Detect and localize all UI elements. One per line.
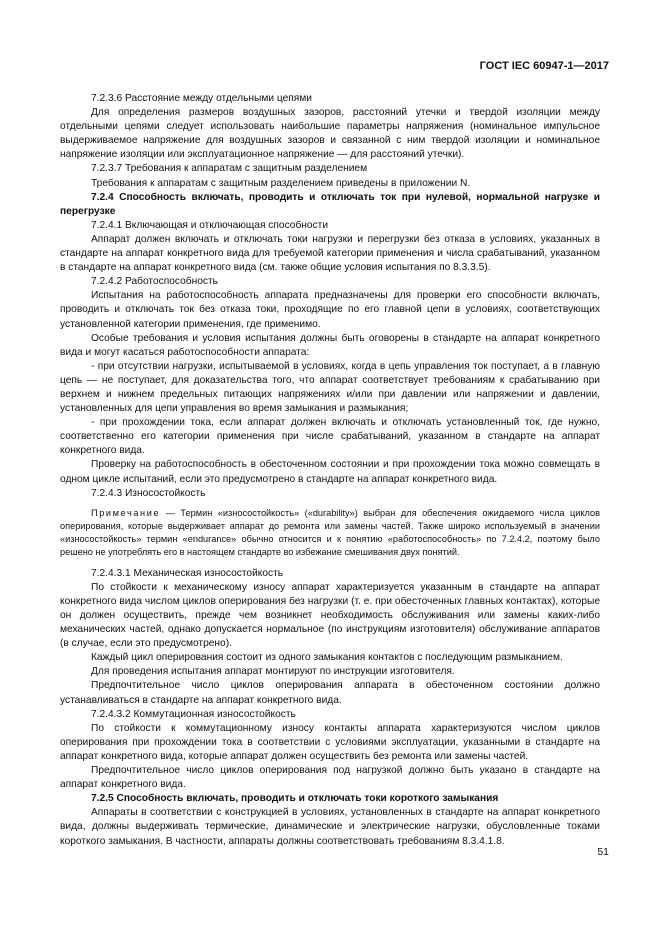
note-text: — Термин «износостойкость» («durability») выбран для обеспечения ожидаемого числа циклов оперирования, которые выдерживает аппарат до ремонта или замены частей. Также широко используемый в значении «износостойкость» термин «endurance» обычно относится и к понятию «работоспособность» по 7.2.4.2, поэтому было решено не употреблять его в настоящем стандарте во избежание смешивания двух понятий. — [60, 507, 600, 557]
section-heading: 7.2.4.1 Включающая и отключающая способности — [91, 219, 329, 231]
paragraph: Предпочтительное число циклов оперирования под нагрузкой должно быть указано в стандарте на аппарат конкретного вида. — [60, 765, 600, 791]
section-heading: 7.2.4.3.2 Коммутационная износостойкость — [91, 708, 296, 720]
section-heading-bold: 7.2.5 Способность включать, проводить и отключать токи короткого замыкания — [91, 793, 499, 805]
section-heading: 7.2.3.7 Требования к аппаратам с защитным разделением — [91, 163, 368, 175]
paragraph: По стойкости к механическому износу аппарат характеризуется указанным в стандарте на аппарат конкретного вида числом циклов оперирования без нагрузки (т. е. при обесточенных главных контактах), которые он должен осуществить, прежде чем возникнет необходимость обслуживания или замены каких-либо механических частей, однако допускается нормальное (по инструкциям изготовителя) обслуживание аппаратов (в случае, если это предусмотрено). — [60, 581, 600, 650]
list-item: - при отсутствии нагрузки, испытываемой в условиях, когда в цепь управления ток поступает, а в главную цепь — не поступает, для доказательства того, что аппарат соответствует требованиям к срабатыванию при верхнем и нижнем предельных питающих напряжениях и/или при давлении или напряжении и давлении, установленных для цепи управления во время замыкания и размыкания; — [60, 360, 600, 415]
paragraph: Требования к аппаратам с защитным разделением приведены в приложении N. — [91, 177, 471, 189]
paragraph: Предпочтительное число циклов оперирования аппарата в обесточенном состоянии должно устанавливаться в стандарте на аппарат конкретного вида. — [60, 680, 600, 706]
section-heading: 7.2.4.2 Работоспособность — [91, 276, 218, 288]
paragraph: Испытания на работоспособность аппарата предназначены для проверки его способности включать, проводить и отключать ток без отказа токи, проходящие по его главной цепи в условиях, соответствующих установленной категории применения, где применимо. — [60, 290, 600, 330]
document-header: ГОСТ IEC 60947-1—2017 — [479, 60, 609, 72]
section-heading: 7.2.3.6 Расстояние между отдельными цепями — [91, 93, 312, 104]
section-heading: 7.2.4.3.1 Механическая износостойкость — [91, 567, 284, 579]
section-heading-bold: 7.2.4 Способность включать, проводить и отключать ток при нулевой, нормальной нагрузке и перегрузке — [60, 191, 600, 217]
paragraph: Особые требования и условия испытания должны быть оговорены в стандарте на аппарат конкретного вида и могут касаться работоспособности аппарата: — [60, 332, 600, 358]
note-label: Примечание — [91, 507, 161, 518]
paragraph: Для проведения испытания аппарат монтируют по инструкции изготовителя. — [91, 666, 455, 678]
paragraph: Для определения размеров воздушных зазоров, расстояний утечки и твердой изоляции между отдельными цепями следует использовать наибольшие параметры напряжения (номинальное импульсное выдерживаемое напряжение для воздушных зазоров и связанной с ним твердой изоляции и номинальное напряжение изоляции или эксплуатационное напряжение — для расстояний утечки). — [60, 107, 600, 161]
list-item: - при прохождении тока, если аппарат должен включать и отключать установленный ток, где нужно, соответственно его категории применения при числе срабатываний, указанном в стандарте на аппарат конкретного вида. — [60, 417, 600, 457]
section-heading: 7.2.4.3 Износостойкость — [91, 487, 206, 499]
paragraph: Каждый цикл оперирования состоит из одного замыкания контактов с последующим размыканием. — [91, 652, 563, 664]
paragraph: Проверку на работоспособность в обесточенном состоянии и при прохождении тока можно совмещать в одном цикле испытаний, если это предусмотрено в стандарте на аппарат конкретного вида. — [60, 459, 600, 485]
document-body — [60, 92, 600, 849]
paragraph: По стойкости к коммутационному износу контакты аппарата характеризуются числом циклов оперирования при прохождении тока в соответствии с условиями эксплуатации, указанными в стандарте на аппарат конкретного вида, которые аппарат должен осуществить без ремонта или замены частей. — [60, 722, 600, 762]
note — [60, 507, 600, 559]
page-number: 51 — [597, 846, 609, 858]
paragraph: Аппараты в соответствии с конструкцией в условиях, установленных в стандарте на аппарат конкретного вида, должны выдерживать термические, динамические и электрические нагрузки, обусловленные токами короткого замыкания. В частности, аппараты должны соответствовать требованиям 8.3.4.1.8. — [60, 807, 600, 847]
paragraph: Аппарат должен включать и отключать токи нагрузки и перегрузки без отказа в условиях, указанных в стандарте на аппарат конкретного вида для требуемой категории применения и числа срабатываний, указанном в стандарте на аппарат конкретного вида (см. также общие условия испытания по 8.3.3.5). — [60, 233, 600, 274]
